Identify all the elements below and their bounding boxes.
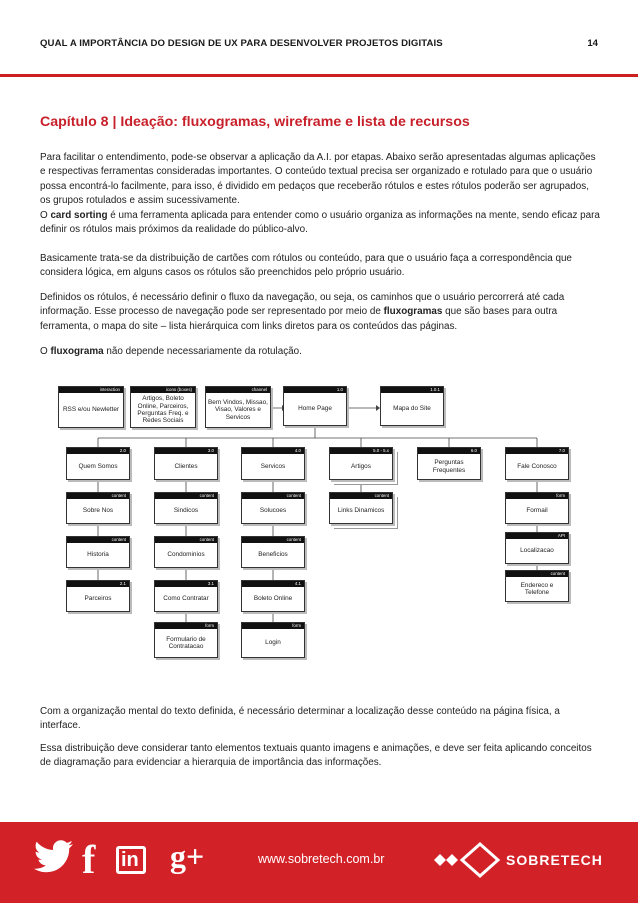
header-rule [0,74,638,77]
flow-box-parceiros: 2.1 Parceiros [66,580,130,612]
paragraph-4: Definidos os rótulos, é necessário definir o fluxo da navegação, ou seja, os caminhos que o usuário percorrerá até cada informação. Esse processo de navegação pode ser representado por meio de fluxogramas que são bases para outra ferramenta, o mapa do site – lista hierárquica com links diretos para os conteúdos das páginas. [40,292,565,332]
flow-box-condominios: content Condominios [154,536,218,568]
chapter-title: Capítulo 8 | Ideação: fluxogramas, wireframe e lista de recursos [40,114,470,130]
flow-box-boleto: 4.1 Boleto Online [241,580,305,612]
facebook-icon[interactable]: f [82,837,96,882]
flow-box-channel: channel Bem Vindos, Missao, Visao, Valores e Servicos [205,386,271,428]
flow-box-links: content Links Dinamicos [329,492,393,524]
paragraph-2: O card sorting é uma ferramenta aplicada para entender como o usuário organiza as informações na mente, sendo eficaz para definir os rótulos mais próximos da realidade do público-alvo. [40,210,600,236]
flow-box-servicos: 4.0 Servicos [241,447,305,480]
paragraph-1: Para facilitar o entendimento, pode-se observar a aplicação da A.I. por etapas. Abaixo serão apresentadas algumas aplicações e respectivas ferramentas consideradas importantes. O conteúdo textual precisa ser organizado e rotulado para que o usuário possa encontrá-lo facilmente, para isso, é dividido em pedaços que receberão rótulos e estes rótulos poderão ser agrupados, os grupos rotulados e assim sucessivamente. [40,152,596,207]
paragraph-7: Essa distribuição deve considerar tanto elementos textuais quanto imagens e animações, e deve ser feita aplicando conceitos de diagramação para evidenciar a hierarquia de importância das informações. [40,743,592,769]
logo-wordmark: SOBRETECH [506,852,603,868]
term-fluxograma: fluxograma [50,346,104,357]
flow-box-home: 1.0 Home Page [283,386,347,426]
flow-box-formulario: form Formulario de Contratacao [154,622,218,658]
twitter-icon[interactable] [34,840,74,879]
paragraph-3: Basicamente trata-se da distribuição de cartões com rótulos ou conteúdo, para que o usuário faça a correspondência que considera lógica, em alguns casos os rótulos são preenchidos pelo próprio usuário. [40,253,572,279]
page-header [40,38,598,52]
document-title: QUAL A IMPORTÂNCIA DO DESIGN DE UX PARA DESENVOLVER PROJETOS DIGITAIS [40,38,443,49]
flow-box-sindicos: content Sindicos [154,492,218,524]
flow-box-login: form Login [241,622,305,658]
flow-box-sobre: content Sobre Nos [66,492,130,524]
flow-box-endereco: content Endereco e Telefone [505,570,569,602]
term-fluxogramas: fluxogramas [383,306,443,318]
flow-box-como-contratar: 3.1 Como Contratar [154,580,218,612]
flow-box-icons: icons (boxes) Artigos, Boleto Online, Parceiros, Perguntas Freq. e Redes Sociais [130,386,196,428]
flow-box-localizacao: API Localizacao [505,532,569,564]
googleplus-icon[interactable]: g+ [170,838,205,874]
paragraph-6: Com a organização mental do texto definida, é necessário determinar a localização desse conteúdo na página física, a interface. [40,706,560,732]
flow-box-perguntas: 6.0 Perguntas Frequentes [417,447,481,480]
page-number: 14 [587,38,598,49]
linkedin-icon[interactable]: in [116,846,146,874]
flow-box-formail: form Formail [505,492,569,524]
flow-box-artigos: 5.0 - 5.x Artigos [329,447,393,480]
term-card-sorting: card sorting [50,210,108,221]
flow-box-beneficios: content Beneficios [241,536,305,568]
flow-box-quem-somos: 2.0 Quem Somos [66,447,130,480]
flow-box-rss: interaction RSS e/ou Newletter [58,386,124,428]
flow-box-solucoes: content Solucoes [241,492,305,524]
flow-box-historia: content Historia [66,536,130,568]
flow-box-fale-conosco: 7.0 Fale Conosco [505,447,569,480]
flow-box-mapa: 1.0.1 Mapa do Site [380,386,444,426]
website-link[interactable]: www.sobretech.com.br [258,852,385,866]
flow-box-clientes: 3.0 Clientes [154,447,218,480]
paragraph-5: O fluxograma não depende necessariamente da rotulação. [40,346,302,357]
